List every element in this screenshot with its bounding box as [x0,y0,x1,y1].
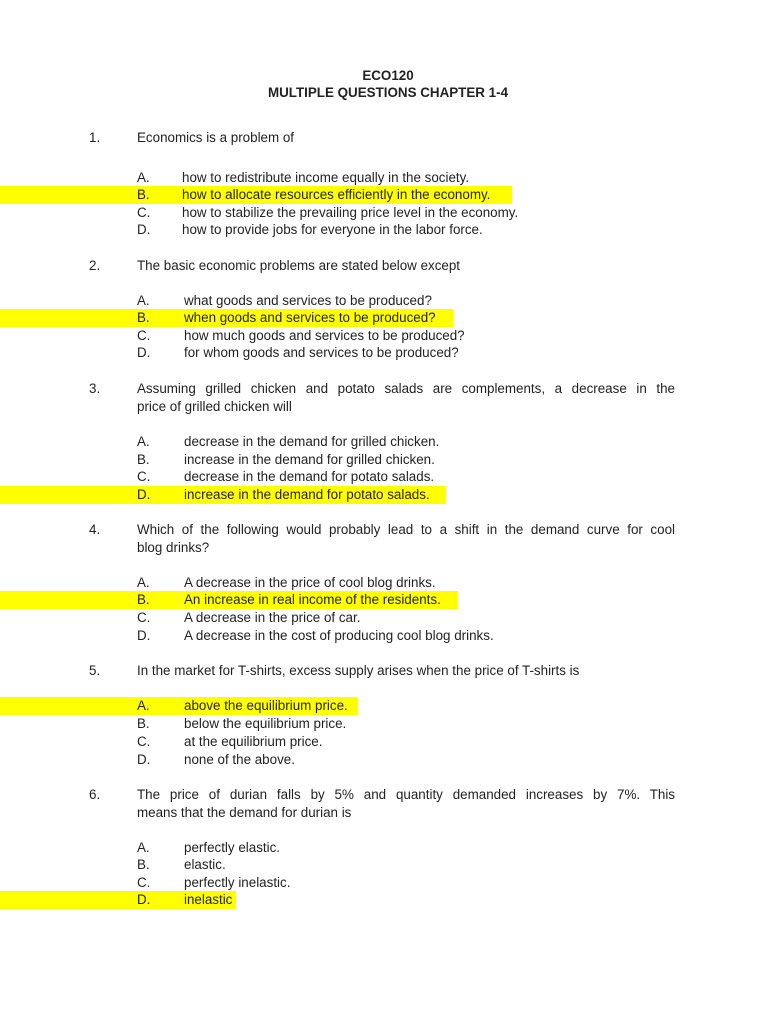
option-letter: A. [137,575,150,590]
option-text: none of the above. [184,752,295,767]
option-letter: B. [137,857,150,872]
option-text: A decrease in the price of car. [184,610,361,625]
question-text [137,380,675,415]
question-line: blog drinks? [137,539,210,555]
option-letter: D. [137,345,151,360]
question-line: The basic economic problems are stated below except [137,258,461,273]
option-letter: D. [137,892,151,907]
option-letter: D. [137,628,151,643]
question-line: Economics is a problem of [137,130,295,145]
option-text: perfectly elastic. [184,840,281,855]
option-d-highlighted [0,891,236,909]
question-text [137,786,675,821]
option-text: inelastic [184,892,233,907]
question-number: 5. [89,663,101,678]
question-text [137,129,675,147]
option-letter: A. [137,170,150,185]
document-header [0,67,768,101]
option-text: above the equilibrium price. [184,698,348,713]
question-text [137,521,675,556]
option-letter: C. [137,328,151,343]
question-number: 3. [89,381,101,396]
option-text: what goods and services to be produced? [184,293,432,308]
option-letter: D. [137,752,151,767]
option-letter: A. [137,293,150,308]
option-letter: B. [137,310,150,325]
option-letter: B. [137,187,150,202]
option-b-highlighted [0,309,453,327]
option-text: how to stabilize the prevailing price level in the economy. [182,205,519,220]
option-text: An increase in real income of the residents. [184,592,441,607]
option-letter: A. [137,698,150,713]
option-text: A decrease in the cost of producing cool blog drinks. [184,628,494,643]
option-letter: A. [137,840,150,855]
question-line: In the market for T-shirts, excess supply arises when the price of T-shirts is [137,663,580,678]
option-b-highlighted [0,186,512,204]
option-text: how to allocate resources efficiently in the economy. [182,187,491,202]
option-letter: C. [137,610,151,625]
question-line: Assuming grilled chicken and potato salads are complements, a decrease in the [137,381,675,396]
option-text: how much goods and services to be produced? [184,328,465,343]
option-text: elastic. [184,857,226,872]
question-number: 4. [89,522,101,537]
option-text: increase in the demand for grilled chicken. [184,452,435,467]
option-text: below the equilibrium price. [184,716,347,731]
option-text: decrease in the demand for potato salads. [184,469,435,484]
question-line: Which of the following would probably lead to a shift in the demand curve for cool [137,522,675,537]
option-text: increase in the demand for potato salads. [184,487,430,502]
question-line: means that the demand for durian is [137,804,352,820]
option-b-highlighted [0,591,458,609]
question-number: 1. [89,130,101,145]
page-title: MULTIPLE QUESTIONS CHAPTER 1-4 [267,85,509,100]
option-d-highlighted [0,486,446,504]
option-text: for whom goods and services to be produced? [184,345,459,360]
option-letter: B. [137,716,150,731]
option-letter: D. [137,487,151,502]
option-letter: B. [137,592,150,607]
question-line: The price of durian falls by 5% and quantity demanded increases by 7%. This [137,787,675,802]
option-text: how to provide jobs for everyone in the labor force. [182,222,483,237]
question-text [137,662,675,680]
question-line: price of grilled chicken will [137,398,292,414]
option-letter: C. [137,469,151,484]
option-letter: D. [137,222,151,237]
question-number: 6. [89,787,101,802]
option-a-highlighted [0,697,358,715]
option-letter: C. [137,875,151,890]
option-letter: C. [137,734,151,749]
option-text: A decrease in the price of cool blog drinks. [184,575,436,590]
question-text [137,257,675,275]
option-letter: B. [137,452,150,467]
option-text: perfectly inelastic. [184,875,291,890]
option-letter: C. [137,205,151,220]
option-letter: A. [137,434,150,449]
option-text: how to redistribute income equally in the society. [182,170,470,185]
question-number: 2. [89,258,101,273]
option-text: when goods and services to be produced? [184,310,436,325]
course-code: ECO120 [362,68,414,83]
option-text: decrease in the demand for grilled chicken. [184,434,440,449]
option-text: at the equilibrium price. [184,734,323,749]
